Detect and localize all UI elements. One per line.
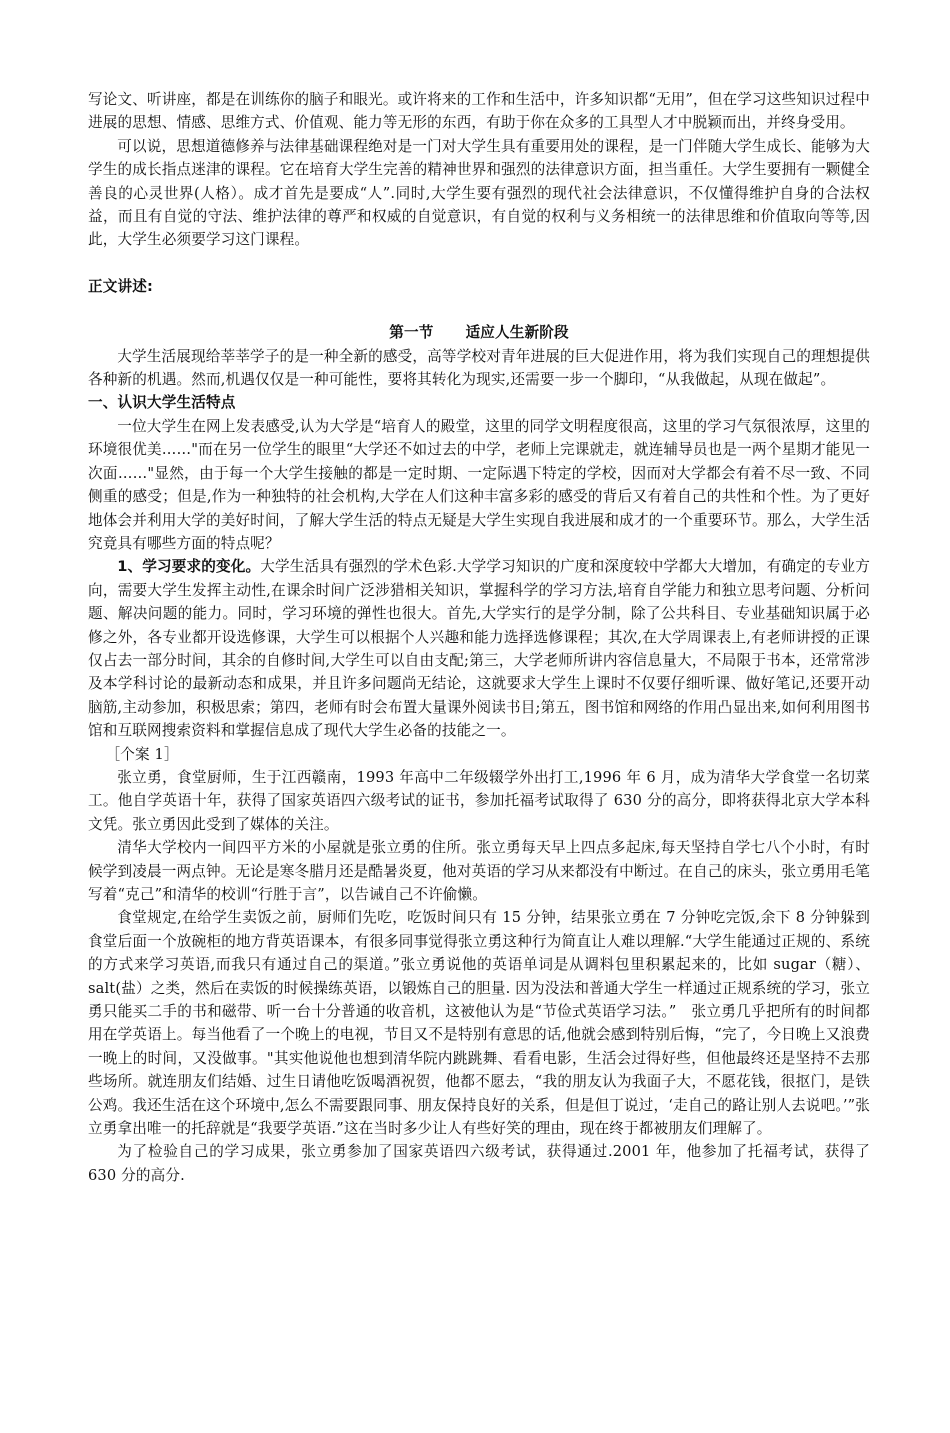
section-title [88, 321, 870, 344]
subsection-heading: 一、认识大学生活特点 [88, 394, 236, 412]
section-intro-paragraph: 大学生活展现给莘莘学子的是一种全新的感受，高等学校对青年进展的巨大促进作用，将为我们实现自己的理想提供各种新的机遇。然而,机遇仅仅是一种可能性，要将其转化为现实,还需要一步一个脚印，“从我做起，从现在做起”。 [88, 347, 870, 389]
section-title-text: 适应人生新阶段 [465, 324, 569, 342]
document-page [88, 88, 870, 1187]
case-paragraph-4: 为了检验自己的学习成果，张立勇参加了国家英语四六级考试，获得通过.2001 年，他参加了托福考试，获得了 630 分的高分. [88, 1143, 870, 1184]
main-content-label: 正文讲述: [88, 277, 153, 295]
spacer [88, 298, 870, 321]
point-1-body: 大学生活具有强烈的学术色彩.大学学习知识的广度和深度较中学都大大增加，有确定的专业方向，需要大学生发挥主动性,在课余时间广泛涉猎相关知识，掌握科学的学习方法,培育自学能力和独立思考问题、分析问题、解决问题的能力。同时，学习环境的弹性也很大。首先,大学实行的是学分制，除了公共科目、专业基础知识属于必修之外，各专业都开设选修课，大学生可以根据个人兴趣和能力选择选修课程；其次,在大学周课表上,有老师讲授的正课仅占去一部分时间，其余的自修时间,大学生可以自由支配;第三，大学老师所讲内容信息量大，不局限于书本，还常常涉及本学科讨论的最新动态和成果，并且许多问题尚无结论，这就要求大学生上课时不仅要仔细听课、做好笔记,还要开动脑筋,主动参加，积极思索；第四，老师有时会布置大量课外阅读书目;第五，图书馆和网络的作用凸显出来,如何利用图书馆和互联网搜索资料和掌握信息成了现代大学生必备的技能之一。 [88, 558, 870, 740]
spacer [88, 252, 870, 275]
case-paragraph-1: 张立勇，食堂厨师，生于江西赣南，1993 年高中二年级辍学外出打工,1996 年 6 月，成为清华大学食堂一名切菜工。他自学英语十年，获得了国家英语四六级考试的证书，参加托福考试取得了 630 分的高分，即将获得北京大学本科文凭。张立勇因此受到了媒体的关注。 [88, 768, 870, 833]
intro-paragraph-2: 可以说，思想道德修养与法律基础课程绝对是一门对大学生具有重要用处的课程，是一门伴随大学生成长、能够为大学生的成长指点迷津的课程。它在培育大学生完善的精神世界和强烈的法律意识方面，担当重任。大学生要拥有一颗健全善良的心灵世界(人格）。成才首先是要成“人”.同时,大学生要有强烈的现代社会法律意识，不仅懂得维护自身的合法权益，而且有自觉的守法、维护法律的尊严和权威的自觉意识，有自觉的权利与义务相统一的法律思维和价值取向等等,因此，大学生必须要学习这门课程。 [88, 137, 870, 249]
case-paragraph-2: 清华大学校内一间四平方米的小屋就是张立勇的住所。张立勇每天早上四点多起床,每天坚持自学七八个小时，有时候学到凌晨一两点钟。无论是寒冬腊月还是酷暑炎夏，他对英语的学习从来都没有中断过。在自己的床头，张立勇用毛笔写着“克己”和清华的校训“行胜于言”，以告诫自己不许偷懒。 [88, 839, 870, 903]
case-label: ［个案 1］ [105, 745, 179, 763]
intro-paragraph-1: 写论文、听讲座，都是在训练你的脑子和眼光。或许将来的工作和生活中，许多知识都“无用”，但在学习这些知识过程中进展的思想、情感、思维方式、价值观、能力等无形的东西，有助于你在众多的工具型人才中脱颖而出，并终身受用。 [88, 91, 870, 132]
point-1-lead: 1、学习要求的变化。 [117, 558, 261, 576]
point-1-paragraph [88, 555, 870, 742]
section-number: 第一节 [389, 324, 434, 342]
case-paragraph-3: 食堂规定,在给学生卖饭之前，厨师们先吃，吃饭时间只有 15 分钟，结果张立勇在 7 分钟吃完饭,余下 8 分钟躲到食堂后面一个放碗柜的地方背英语课本，有很多同事觉得张立勇这种行为简直让人难以理解.“大学生能通过正规的、系统的方式来学习英语,而我只有通过自己的渠道。”张立勇说他的英语单词是从调料包里积累起来的，比如 sugar（糖）、salt(盐）之类，然后在卖饭的时候操练英语，以锻炼自己的胆量. 因为没法和普通大学生一样通过正规系统的学习，张立勇只能买二手的书和磁带、听一台十分普通的收音机，这被他认为是“节俭式英语学习法。” 张立勇几乎把所有的时间都用在学英语上。每当他看了一个晚上的电视，节目又不是特别有意思的话,他就会感到特别后悔，“完了，今日晚上又浪费一晚上的时间，又没做事。"其实他说他也想到清华院内跳跳舞、看看电影，生活会过得好些，但他最终还是坚持不去那些场所。就连朋友们结婚、过生日请他吃饭喝酒祝贺，他都不愿去，“我的朋友认为我面子大，不愿花钱，很抠门，是铁公鸡。我还生活在这个环境中,怎么不需要跟同事、朋友保持良好的关系，但是但丁说过，‘走自己的路让别人去说吧。’”张立勇拿出唯一的托辞就是“我要学英语.”这在当时多少让人有些好笑的理由，现在终于都被朋友们理解了。 [88, 909, 870, 1138]
subsection-paragraph-1: 一位大学生在网上发表感受,认为大学是“培育人的殿堂，这里的同学文明程度很高，这里的学习气氛很浓厚，这里的环境很优美……"而在另一位学生的眼里“大学还不如过去的中学，老师上完课就走，就连辅导员也是一两个星期才能见一次面……"显然，由于每一个大学生接触的都是一定时期、一定际遇下特定的学校，因而对大学都会有着不尽一致、不同侧重的感受；但是,作为一种独特的社会机构,大学在人们这种丰富多彩的感受的背后又有着自己的共性和个性。为了更好地体会并利用大学的美好时间，了解大学生活的特点无疑是大学生实现自我进展和成才的一个重要环节。那么，大学生活究竟具有哪些方面的特点呢？ [88, 417, 870, 552]
